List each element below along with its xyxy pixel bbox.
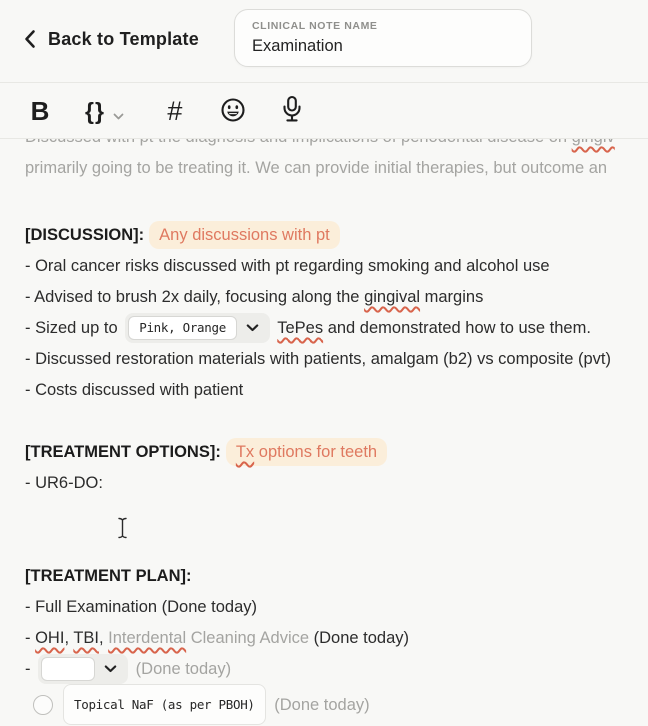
editor-text: - Advised to brush 2x daily, focusing along the [25,288,365,306]
note-editor[interactable] [0,140,648,714]
chevron-down-icon [113,99,124,126]
editor-text: - [25,629,36,647]
editor-line [25,654,648,685]
back-to-template-label: Back to Template [48,28,199,49]
smiley-icon [220,97,246,126]
editor-text: , [64,629,74,647]
chevron-left-icon [24,29,36,49]
chevron-down-icon [246,324,259,332]
back-to-template-button[interactable] [24,24,199,54]
highlight-text: options for teeth [254,443,378,461]
editor-line [25,344,648,375]
treatment-plan-select[interactable] [38,654,128,684]
editor-line [25,406,648,437]
variables-dropdown-button[interactable] [85,96,124,126]
highlight-text: Any discussions with pt [159,226,330,244]
select-value: Pink, Orange [128,316,237,340]
microphone-icon [281,95,303,127]
editor-text: primarily going to be treating it. We can provide initial therapies, but outcome an [25,159,608,177]
editor-text: (Done today) [269,695,370,714]
editor-text: OHI [35,629,65,647]
editor-text: TBI [73,629,99,647]
tepe-size-select[interactable] [125,313,270,343]
editor-text: Interdental [108,629,187,647]
editor-text: TePes [277,319,324,337]
curly-braces-icon: {} [85,97,105,124]
bold-button[interactable]: B [27,96,53,127]
editor-text: - Costs discussed with patient [25,381,244,399]
editor-text: - UR6-DO: [25,474,103,492]
editor-text: - Full Examination (Done today) [25,598,258,616]
fluoride-option-chip[interactable]: Topical NaF (as per PBOH) [63,684,266,725]
editor-text: and demonstrated how to use them. [323,319,591,337]
highlight-text: Tx [235,443,255,461]
editor-toolbar [0,84,648,139]
editor-line [25,313,648,344]
editor-text: , [98,629,109,647]
treatment-options-placeholder[interactable] [226,438,387,466]
editor-line [25,220,648,251]
select-value [41,657,95,681]
editor-line [25,468,648,499]
text-cursor-pointer [116,517,129,544]
editor-text: - [25,660,36,678]
clinical-note-name-value: Examination [252,37,343,55]
dictation-button[interactable] [279,95,305,127]
editor-line [25,153,648,184]
editor-line [25,375,648,406]
discussion-placeholder[interactable] [149,221,340,249]
editor-text: (Done today) [309,629,410,647]
section-heading-text: [TREATMENT OPTIONS]: [25,443,221,461]
emoji-button[interactable] [220,97,246,126]
editor-text: (Done today) [131,660,232,678]
editor-line [25,623,648,654]
editor-text: - Sized up to [25,319,123,337]
hashtag-button[interactable]: # [160,96,190,127]
editor-line [25,184,648,220]
header-bar [0,0,648,83]
editor-text: margins [420,288,484,306]
fluoride-option-radio[interactable] [33,695,53,715]
editor-text: - Discussed restoration materials with patients, amalgam (b2) vs composite (pvt) [25,350,611,368]
clinical-note-name-label: CLINICAL NOTE NAME [252,20,378,32]
editor-text: Cleaning Advice [186,629,310,647]
section-heading-text: [DISCUSSION]: [25,226,145,244]
editor-line [25,592,648,623]
editor-line [25,251,648,282]
section-heading-text: [TREATMENT PLAN]: [25,567,192,585]
editor-line [25,437,648,468]
editor-line [25,561,648,592]
editor-line [25,282,648,313]
editor-text: gingival [364,288,421,306]
clinical-note-name-field[interactable] [234,9,532,67]
editor-line [25,685,648,726]
chevron-down-icon [104,665,117,673]
editor-text: - Oral cancer risks discussed with pt regarding smoking and alcohol use [25,257,550,275]
